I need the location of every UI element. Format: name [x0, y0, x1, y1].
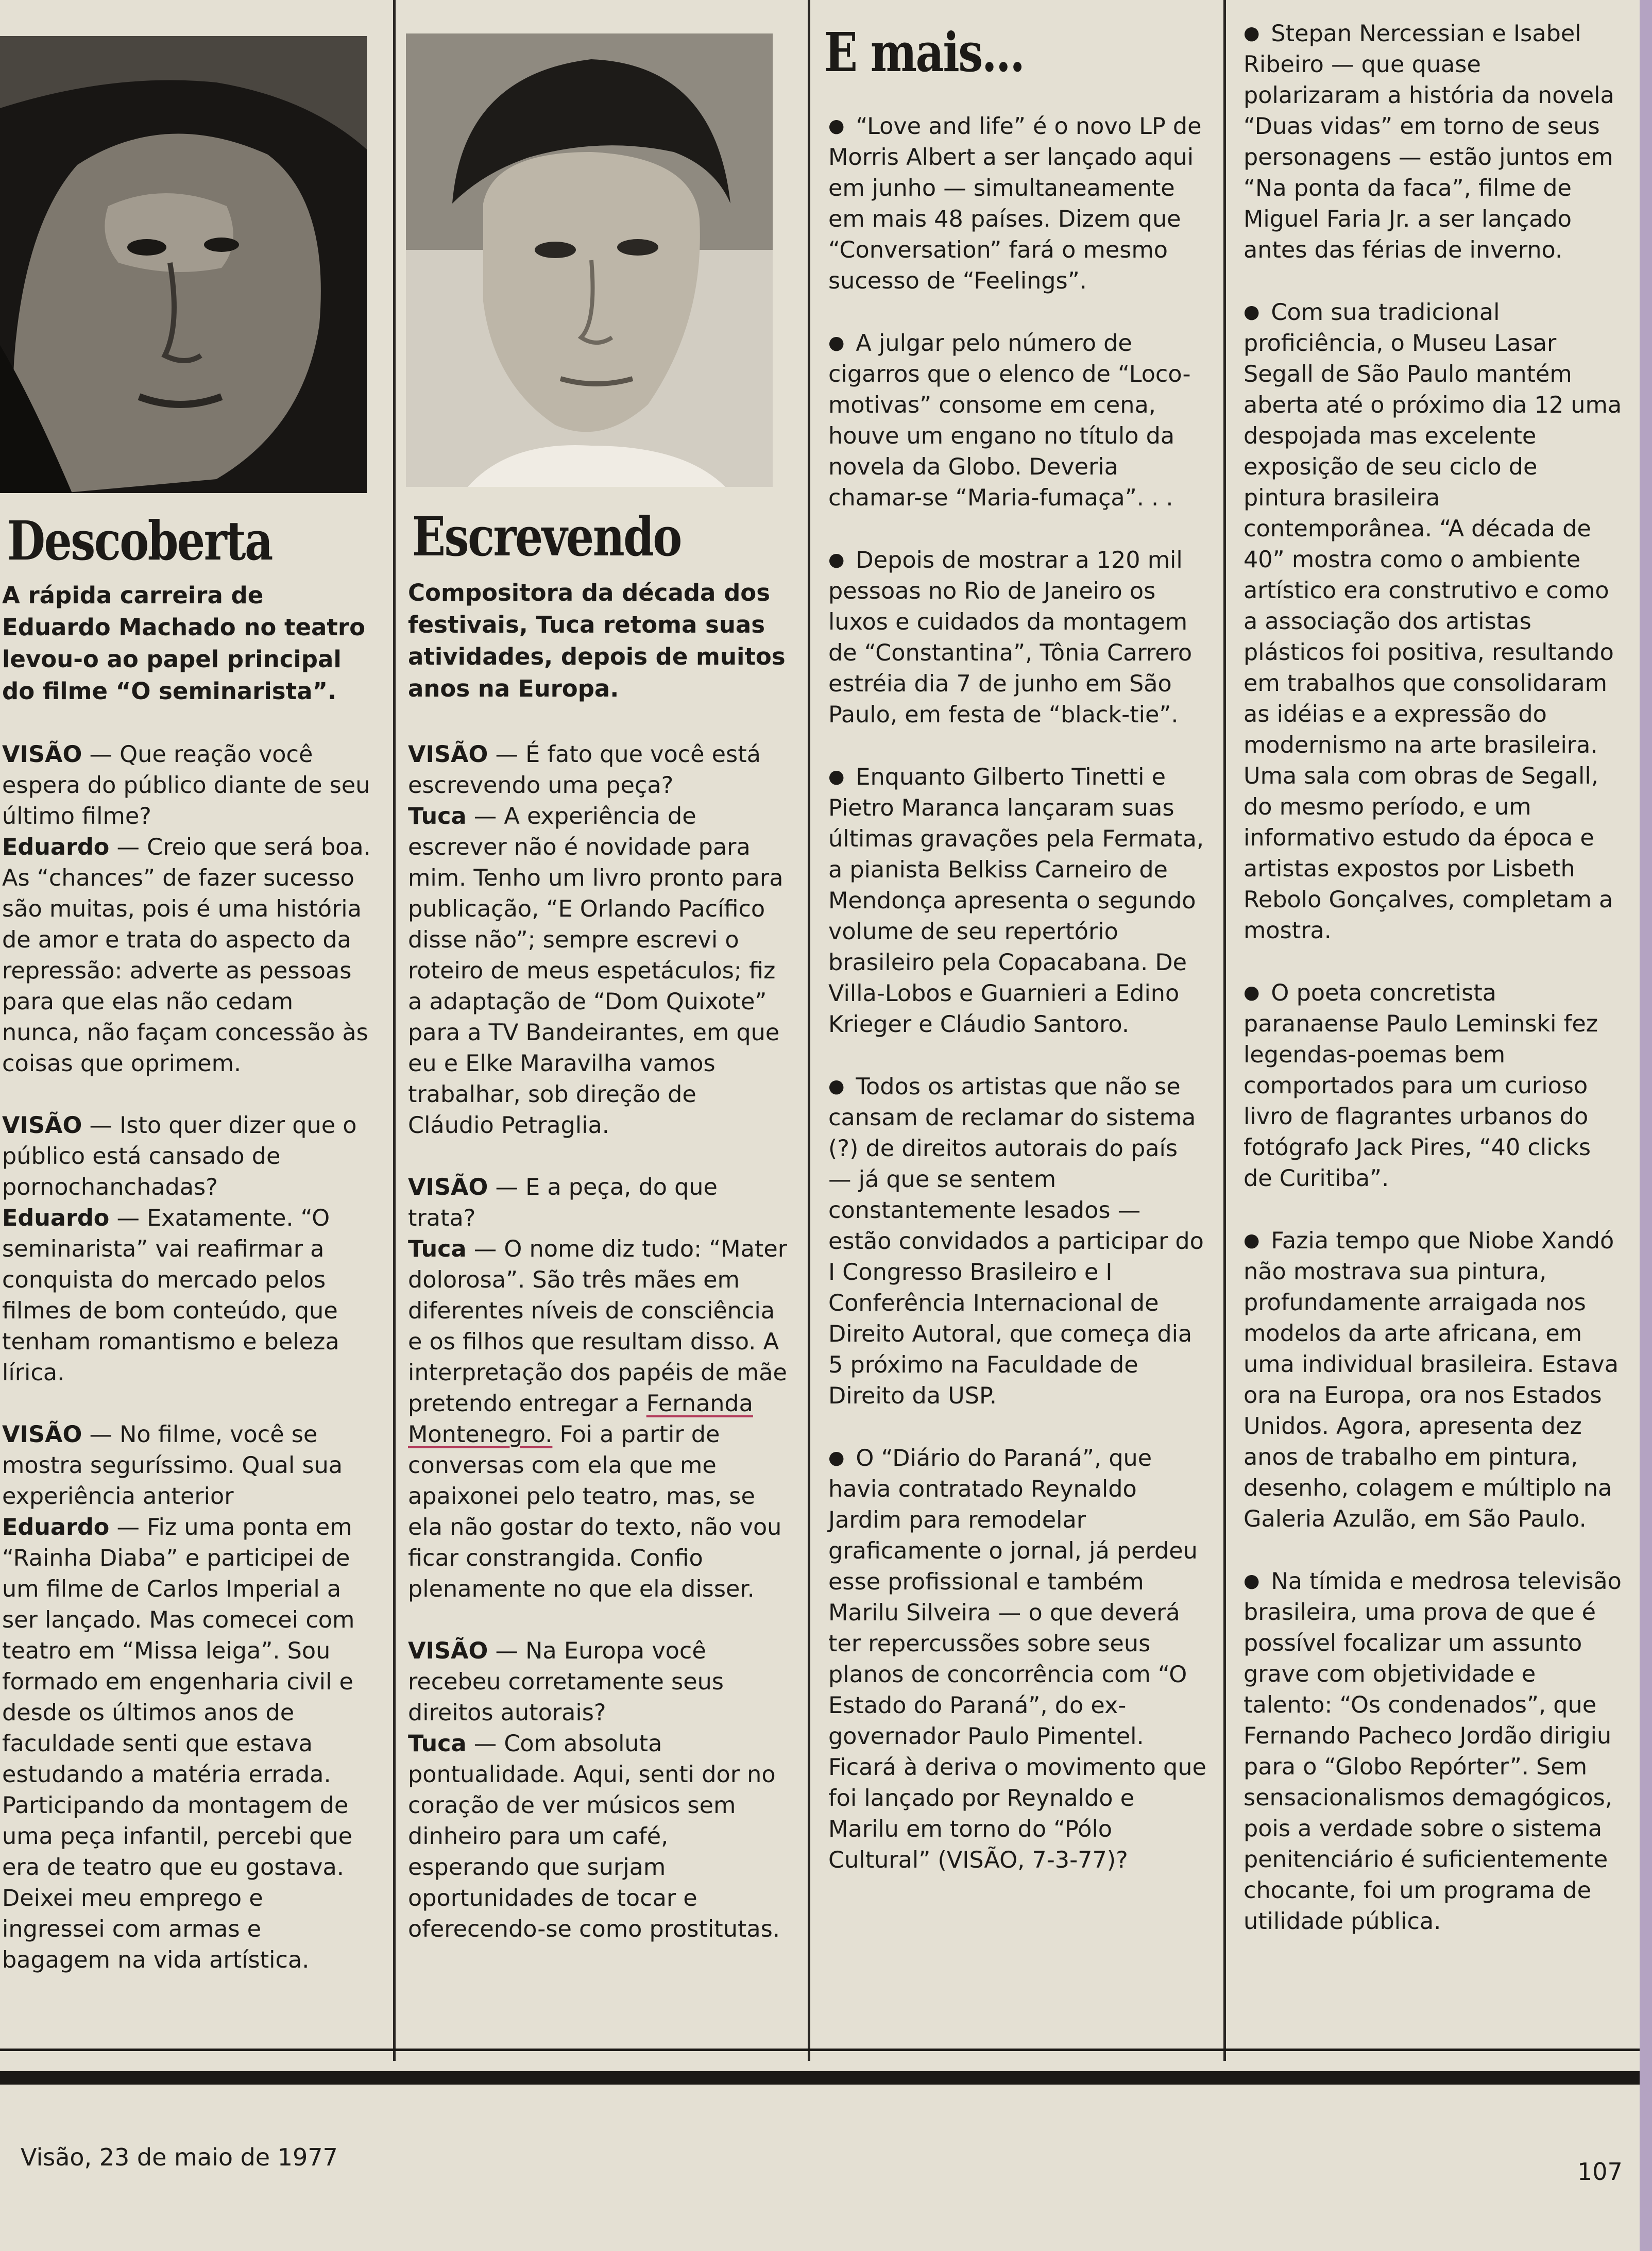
portrait-photo-tuca-graphic: [406, 33, 773, 487]
qa-text: — O nome diz tudo: “Mater dolorosa”. São três mães em diferentes níveis de consciência e os filhos que resultam disso. A interpretação dos papéis de mãe pretendo entregar a: [408, 1236, 788, 1417]
speaker-label: VISÃO: [408, 1174, 488, 1200]
portrait-photo-eduardo: [0, 36, 367, 493]
column-rule: [1223, 0, 1226, 2061]
speaker-label: Eduardo: [2, 1205, 110, 1231]
note-item: [828, 1443, 1207, 1876]
note-item: [828, 545, 1207, 731]
headline-escrevendo: Escrevendo: [412, 505, 681, 568]
qa-text: — Isto quer dizer que o público está cansado de pornochanchadas?: [2, 1112, 357, 1200]
qa-line: [408, 1636, 789, 1945]
issue-source: Visão, 23 de maio de 1977: [21, 2143, 338, 2171]
qa-text: — Que reação você espera do público diante de seu último filme?: [2, 741, 370, 830]
note-item: [828, 328, 1207, 514]
note-text: A julgar pelo número de cigarros que o elenco de “Loco-motivas” consome em cena, houve um engano no título da novela da Globo. Deveria chamar-se “Maria-fumaça”. . .: [828, 330, 1191, 511]
speaker-label: Eduardo: [2, 834, 110, 860]
page-number: 107: [1577, 2158, 1623, 2186]
speaker-label: Eduardo: [2, 1514, 110, 1541]
qa-line: [408, 1172, 789, 1605]
bullet-icon: ●: [1244, 23, 1260, 44]
speaker-label: VISÃO: [2, 1112, 82, 1139]
bullet-icon: ●: [1244, 301, 1260, 323]
column-rule: [393, 0, 396, 2061]
bullet-icon: ●: [1244, 1570, 1260, 1592]
page-edge: [1640, 0, 1652, 2251]
note-item: [828, 111, 1207, 297]
qa-line: [408, 739, 789, 1141]
qa-line: [2, 1110, 373, 1389]
speaker-label: Tuca: [408, 1731, 467, 1757]
headline-e-mais: E mais...: [824, 21, 1024, 84]
qa-text: — É fato que você está escrevendo uma peça?: [408, 741, 761, 799]
qa-text: — Fiz uma ponta em “Rainha Diaba” e participei de um filme de Carlos Imperial a ser lançado. Mas comecei com teatro em “Missa leiga”. Sou formado em engenharia civil e desde os últimos anos de faculdade senti que estava estudando a matéria errada. Participando da montagem de uma peça infantil, percebi que era de teatro que eu gostava. Deixei meu emprego e ingressei com armas e bagagem na vida artística.: [2, 1514, 355, 1973]
note-text: Enquanto Gilberto Tinetti e Pietro Maranca lançaram suas últimas gravações pela Fermata, a pianista Belkiss Carneiro de Mendonça apresenta o segundo volume de seu repertório brasileiro pela Copacabana. De Villa-Lobos e Guarnieri a Edino Krieger e Cláudio Santoro.: [828, 764, 1204, 1038]
note-item: [1244, 18, 1625, 266]
note-text: Todos os artistas que não se cansam de reclamar do sistema (?) de direitos autorais do país — já que se sentem constantemente lesados — estão convidados a participar do I Congresso Brasileiro e I Conferência Internacional de Direito Autoral, que começa dia 5 próximo na Faculdade de Direito da USP.: [828, 1074, 1204, 1409]
portrait-photo-eduardo-graphic: [0, 36, 367, 493]
note-text: Com sua tradicional proficiência, o Museu Lasar Segall de São Paulo mantém aberta até o próximo dia 12 uma despojada mas excelente exposição de seu ciclo de pintura brasileira contemporânea. “A década de 40” mostra como o ambiente artístico era construtivo e como a associação dos artistas plásticos foi positiva, resultando em trabalhos que consolidaram as idéias e a expressão do modernismo na arte brasileira. Uma sala com obras de Segall, do mesmo período, e um informativo estudo da época e artistas expostos por Lisbeth Rebolo Gonçalves, completam a mostra.: [1244, 299, 1622, 944]
qa-text: — Creio que será boa. As “chances” de fazer sucesso são muitas, pois é uma história de amor e trata do aspecto da repressão: adverte as pessoas para que elas não cedam nunca, não façam concessão às coisas que oprimem.: [2, 834, 371, 1077]
note-text: Stepan Nercessian e Isabel Ribeiro — que quase polarizaram a história da novela “Duas vidas” em torno de seus personagens — estão juntos em “Na ponta da faca”, filme de Miguel Faria Jr. a ser lançado antes das férias de inverno.: [1244, 21, 1614, 263]
bullet-icon: ●: [828, 332, 845, 353]
qa-text: — Na Europa você recebeu corretamente seus direitos autorais?: [408, 1638, 724, 1726]
qa-line: [2, 1419, 373, 1976]
column-rule: [808, 0, 810, 2061]
bullet-icon: ●: [828, 549, 845, 570]
speaker-label: Tuca: [408, 803, 467, 830]
headline-descoberta: Descoberta: [7, 509, 272, 572]
interview-escrevendo: [408, 739, 789, 1945]
qa-text: — E a peça, do que trata?: [408, 1174, 718, 1231]
bottom-rule-thick: [0, 2071, 1640, 2085]
bullet-icon: ●: [828, 1076, 845, 1097]
qa-text: — No filme, você se mostra seguríssimo. Qual sua experiência anterior: [2, 1421, 343, 1510]
note-text: “Love and life” é o novo LP de Morris Albert a ser lançado aqui em junho — simultaneamente em mais 48 países. Dizem que “Conversation” fará o mesmo sucesso de “Feelings”.: [828, 113, 1202, 294]
qa-text: — Exatamente. “O seminarista” vai reafirmar a conquista do mercado pelos filmes de bom conteúdo, que tenham romantismo e beleza lírica.: [2, 1205, 339, 1386]
note-item: [1244, 977, 1625, 1194]
portrait-photo-tuca: [406, 33, 773, 487]
bullet-icon: ●: [1244, 982, 1260, 1003]
note-item: [828, 761, 1207, 1040]
note-text: Na tímida e medrosa televisão brasileira, uma prova de que é possível focalizar um assunto grave com objetividade e talento: “Os condenados”, que Fernando Pacheco Jordão dirigiu para o “Globo Repórter”. Sem sensacionalismos demagógicos, pois a verdade sobre o sistema penitenciário é suficientemente chocante, foi um programa de utilidade pública.: [1244, 1568, 1622, 1935]
notes-column-right: [1244, 18, 1625, 1937]
qa-text: — A experiência de escrever não é novidade para mim. Tenho um livro pronto para publicação, “E Orlando Pacífico disse não”; sempre escrevi o roteiro de meus espetáculos; fiz a adaptação de “Dom Quixote” para a TV Bandeirantes, em que eu e Elke Maravilha vamos trabalhar, sob direção de Cláudio Petraglia.: [408, 803, 784, 1139]
note-item: [1244, 1566, 1625, 1937]
speaker-label: Tuca: [408, 1236, 467, 1262]
note-text: O poeta concretista paranaense Paulo Leminski fez legendas-poemas bem comportados para um curioso livro de flagrantes urbanos do fotógrafo Jack Pires, “40 clicks de Curitiba”.: [1244, 980, 1598, 1192]
note-item: [1244, 1225, 1625, 1535]
bullet-icon: ●: [1244, 1230, 1260, 1251]
deck-escrevendo: Compositora da década dos festivais, Tuca retoma suas atividades, depois de muitos anos na Europa.: [408, 579, 786, 702]
speaker-label: VISÃO: [2, 1421, 82, 1448]
note-text: Fazia tempo que Niobe Xandó não mostrava sua pintura, profundamente arraigada nos modelos da arte africana, em uma individual brasileira. Estava ora na Europa, ora nos Estados Unidos. Agora, apresenta dez anos de trabalho em pintura, desenho, colagem e múltiplo na Galeria Azulão, em São Paulo.: [1244, 1228, 1619, 1532]
underlined-name: Fernanda Montenegro.: [408, 1391, 753, 1448]
qa-line: [2, 739, 373, 1079]
qa-text: Foi a partir de conversas com ela que me apaixonei pelo teatro, mas, se ela não gostar do texto, não vou ficar constrangida. Confio plenamente no que ela disser.: [408, 1421, 782, 1602]
note-text: O “Diário do Paraná”, que havia contratado Reynaldo Jardim para remodelar graficamente o jornal, já perdeu esse profissional e também Marilu Silveira — o que deverá ter repercussões sobre seus planos de concorrência com “O Estado do Paraná”, do ex-governador Paulo Pimentel. Ficará à deriva o movimento que foi lançado por Reynaldo e Marilu em torno do “Pólo Cultural” (VISÃO, 7-3-77)?: [828, 1445, 1206, 1873]
bottom-rule-thin: [0, 2049, 1640, 2051]
note-text: Depois de mostrar a 120 mil pessoas no Rio de Janeiro os luxos e cuidados da montagem de “Constantina”, Tônia Carrero estréia dia 7 de junho em São Paulo, em festa de “black-tie”.: [828, 547, 1193, 728]
speaker-label: VISÃO: [408, 1638, 488, 1664]
bullet-icon: ●: [828, 1447, 845, 1468]
notes-column-left: [828, 111, 1207, 1876]
speaker-label: VISÃO: [408, 741, 488, 768]
qa-text: — Com absoluta pontualidade. Aqui, senti dor no coração de ver músicos sem dinheiro para um café, esperando que surjam oportunidades de tocar e oferecendo-se como prostitutas.: [408, 1731, 780, 1942]
note-item: [1244, 297, 1625, 946]
deck-descoberta: A rápida carreira de Eduardo Machado no teatro levou-o ao papel principal do filme “O seminarista”.: [2, 582, 365, 705]
speaker-label: VISÃO: [2, 741, 82, 768]
bullet-icon: ●: [828, 115, 845, 137]
interview-descoberta: [2, 739, 373, 1976]
bullet-icon: ●: [828, 766, 845, 787]
note-item: [828, 1071, 1207, 1412]
